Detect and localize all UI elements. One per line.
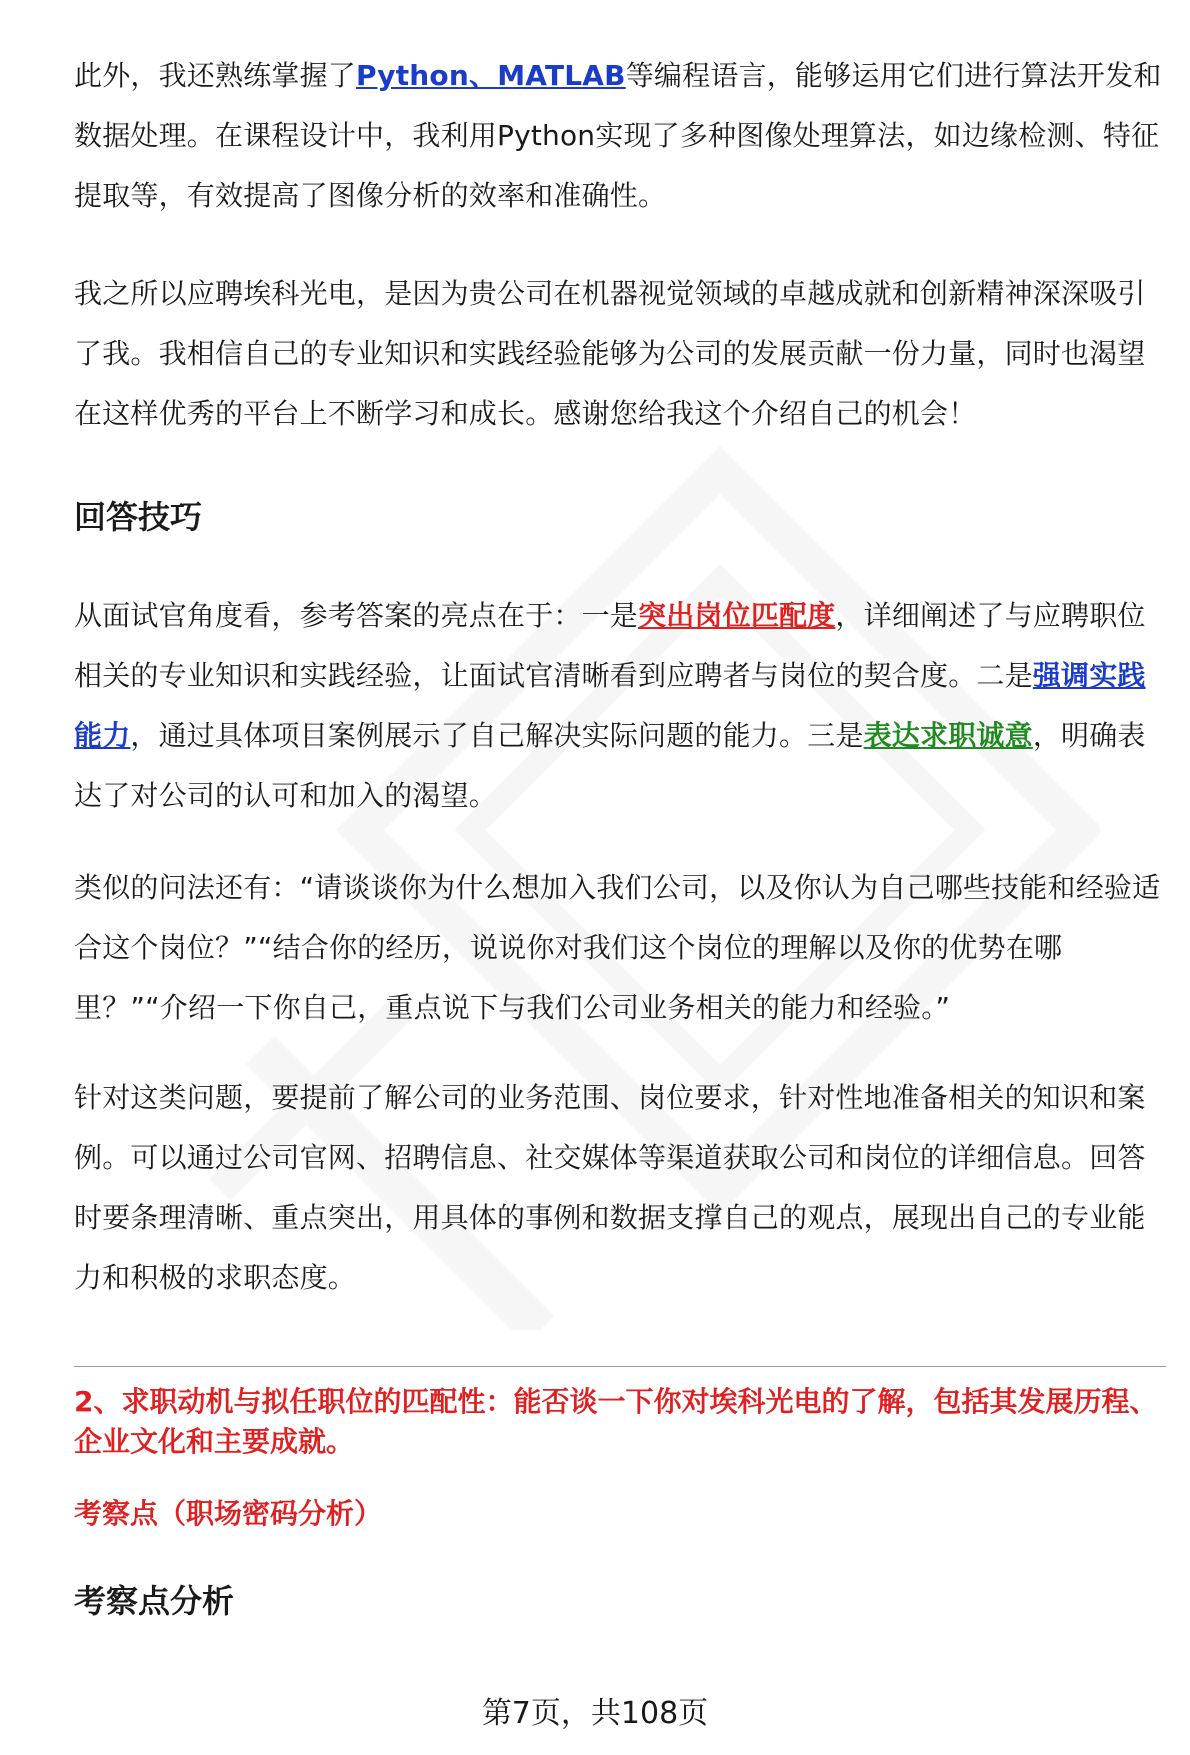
highlight-practical-ability[interactable]: 强调实践能力	[74, 659, 1146, 752]
highlight-job-sincerity[interactable]: 表达求职诚意	[863, 719, 1033, 752]
page-number-footer: 第7页，共108页	[481, 1696, 709, 1731]
paragraph-tips	[74, 586, 1166, 826]
heading-exam-analysis: 考察点分析	[74, 1582, 235, 1620]
paragraph-similar-questions: 类似的问法还有：“请谈谈你为什么想加入我们公司，以及你认为自己哪些技能和经验适合这个岗位？”“结合你的经历，说说你对我们这个岗位的理解以及你的优势在哪里？”“介绍一下你自己，重点说下与我们公司业务相关的能力和经验。”	[74, 871, 1161, 1024]
tips-text-3: ，通过具体项目案例展示了自己解决实际问题的能力。三是	[130, 719, 864, 752]
exam-point-label: 考察点（职场密码分析）	[74, 1497, 383, 1530]
paragraph-motivation: 我之所以应聘埃科光电，是因为贵公司在机器视觉领域的卓越成就和创新精神深深吸引了我。我相信自己的专业知识和实践经验能够为公司的发展贡献一份力量，同时也渴望在这样优秀的平台上不断学习和成长。感谢您给我这个介绍自己的机会！	[74, 277, 1146, 430]
tips-text-2: ，详细阐述了与应聘职位相关的专业知识和实践经验，让面试官清晰看到应聘者与岗位的契合度。二是	[74, 599, 1146, 692]
paragraph-skills-pre: 此外，我还熟练掌握了	[74, 59, 357, 92]
paragraph-advice: 针对这类问题，要提前了解公司的业务范围、岗位要求，针对性地准备相关的知识和案例。可以通过公司官网、招聘信息、社交媒体等渠道获取公司和岗位的详细信息。回答时要条理清晰、重点突出，用具体的事例和数据支撑自己的观点，展现出自己的专业能力和积极的求职态度。	[74, 1081, 1146, 1294]
paragraph-skills	[74, 46, 1166, 226]
skills-highlight-link[interactable]: Python、MATLAB	[356, 59, 626, 92]
heading-answer-tips: 回答技巧	[74, 498, 203, 536]
section-divider	[74, 1366, 1166, 1367]
tips-text-1: 从面试官角度看，参考答案的亮点在于：一是	[74, 599, 639, 632]
question-2: 2、求职动机与拟任职位的匹配性：能否谈一下你对埃科光电的了解，包括其发展历程、企业文化和主要成就。	[74, 1385, 1158, 1458]
highlight-job-match[interactable]: 突出岗位匹配度	[638, 599, 836, 632]
tips-text-4: ，明确表达了对公司的认可和加入的渴望。	[74, 719, 1146, 812]
paragraph-skills-post: 等编程语言，能够运用它们进行算法开发和数据处理。在课程设计中，我利用Python实现了多种图像处理算法，如边缘检测、特征提取等，有效提高了图像分析的效率和准确性。	[74, 59, 1162, 212]
